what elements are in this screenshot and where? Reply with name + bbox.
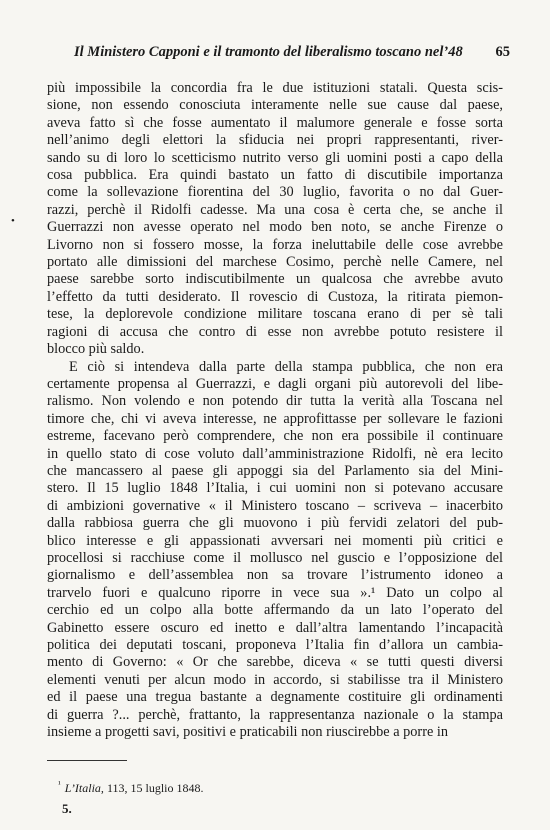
body-text [47,80,503,741]
text-line: ragioni di accusa che contro di esse non avrebbe potuto resistere il [47,323,503,340]
text-line: razzi, perchè il Ridolfi cadesse. Ma una cosa è certa che, se anche il [47,201,503,218]
paragraph [47,359,503,742]
text-line: timore che, chi vi aveva interesse, ne approfittasse per sollevare le fazioni [47,410,503,427]
text-line: sione, non essendo conosciuta interamente nelle sue cause dal paese, [47,97,503,114]
text-line: che mancassero al paese gli appoggi sia del Parlamento sia del Mini- [47,462,503,479]
signature-mark: 5. [62,801,72,816]
text-line: portato alle dimissioni del marchese Cosimo, perchè nelle Camere, nel [47,254,503,271]
text-line: insieme a progetti savi, positivi e praticabili non riuscirebbe a porre in [47,724,448,741]
text-line: trarvelo fuori e qualcuno riporre in vece sua ».¹ Dato un colpo al [47,584,503,601]
text-line: elementi venuti per alcun modo in accordo, si stabilisse tra il Ministero [47,671,503,688]
text-line: procellosi si racchiuse come il mollusco nel guscio e l’opposizione del [47,549,503,566]
text-line: di ambizioni governative « il Ministero toscano – scriveva – inacerbito [47,497,503,514]
footnote-rule [47,760,127,761]
text-line: come la sollevazione fiorentina del 30 luglio, favorita o no dal Guer- [47,184,503,201]
text-line: E ciò si intendeva dalla parte della stampa pubblica, che non era [69,358,503,375]
text-line: Livorno non si fossero mosse, la forza ineluttabile delle cose avrebbe [47,236,503,253]
text-line: giornalismo e dell’assemblea non sa trovare l’istrumento idoneo a [47,567,503,584]
text-line: ed il paese una tregua bastante a degnamente costituire gli ordinamenti [47,689,503,706]
text-line: più impossibile la concordia fra le due istituzioni statali. Questa scis- [47,80,503,96]
page-number: 65 [495,44,510,60]
text-line: tese, la deplorevole condizione militare toscana erano di per sè tali [47,306,503,323]
text-line: estreme, facevano però comprendere, che non era possibile il continuare [47,428,503,445]
footnote-mark: ¹ [58,779,61,789]
text-line: blico interesse e gli appassionati avversari nei momenti più critici e [47,532,503,549]
text-line: di guerra ?... perchè, frattanto, la rappresentanza nazionale o la stampa [47,706,503,723]
text-line: l’effetto da tutti desiderato. Il rovescio di Custoza, la ritirata piemon- [47,288,503,305]
text-line: nell’animo degli elettori la sfiducia nei propri rappresentanti, river- [47,132,503,149]
footnote-details: 113, 15 luglio 1848. [106,781,204,795]
text-line: mento di Governo: « Or che sarebbe, diceva « se tutti questi diversi [47,654,503,671]
paragraph [47,80,503,359]
text-line: stero. Il 15 luglio 1848 l’Italia, i cui uomini non si potevano accusare [47,480,503,497]
text-line: politica dei deputati toscani, proponeva l’Italia fin d’allora un cambia- [47,637,503,653]
text-line: sando su di loro lo scetticismo nutrito verso gli uomini posti a capo della [47,149,503,166]
text-line: aveva fatto sì che fosse aumentato il malumore generale e fosse sorta [47,114,503,131]
footnote-publication: L’Italia, [64,781,104,795]
text-line: ralismo. Non volendo e non potendo dir tutta la verità alla Toscana nel [47,393,503,410]
text-line: Guerrazzi non avesse operato nel modo ben noto, se anche Firenze o [47,219,503,236]
text-line: cosa pubblica. Era quindi bastato un fatto di discutibile importanza [47,167,503,184]
text-line: in quello stato di cose voluto dall’amministrazione Ridolfi, nè era lecito [47,445,503,462]
text-line: cerchio ed un colpo alla botte affermando da un lato l’operato del [47,602,503,619]
footnote [58,779,204,796]
text-line: blocco più saldo. [47,341,145,358]
running-title: Il Ministero Capponi e il tramonto del liberalismo toscano nel’48 [74,44,463,60]
stray-mark: • [11,215,15,227]
text-line: paese sarebbe sorto indiscutibilmente un qualcosa che avrebbe avuto [47,271,503,288]
text-line: certamente propensa al Guerrazzi, e dagli organi più autorevoli del libe- [47,375,503,392]
text-line: Gabinetto essere oscuro ed inetto e dall’altra lamentando l’incapacità [47,619,503,636]
text-line: dalla rabbiosa guerra che gli muovono i più fervidi zelatori del pub- [47,515,503,532]
